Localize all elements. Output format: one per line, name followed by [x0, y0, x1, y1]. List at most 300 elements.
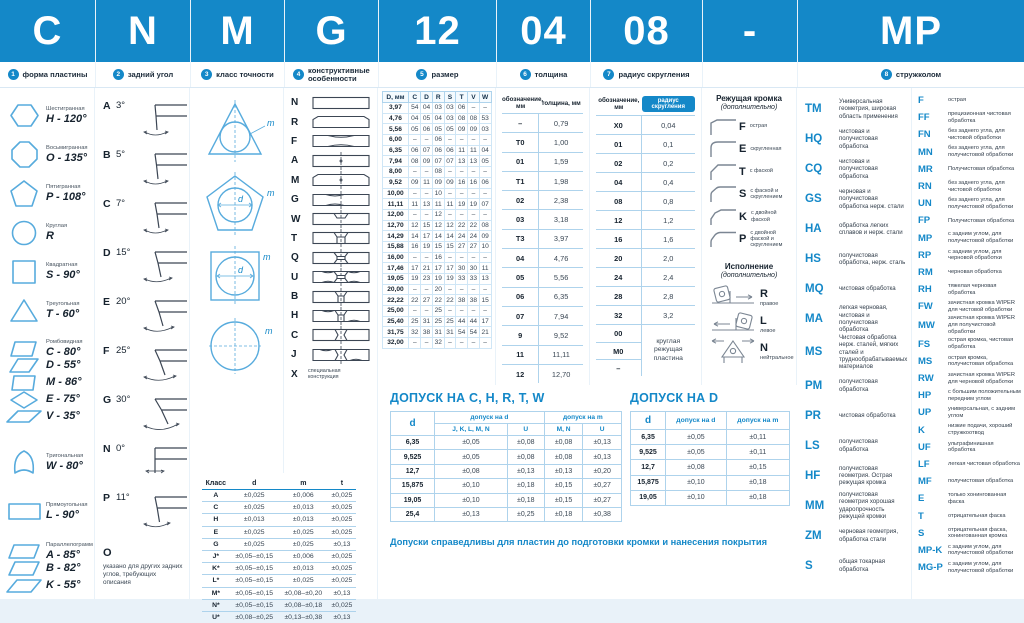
feature-row — [284, 209, 377, 228]
chipbreaker-code: FP — [918, 215, 931, 227]
chipbreaker-label: только хонингованная фаска — [948, 492, 1007, 505]
column-chipbreaker-1 — [797, 88, 911, 599]
feature-caption: специальная конструкция — [308, 367, 341, 381]
cell: 24 — [468, 231, 480, 242]
hand-code: R — [760, 288, 768, 301]
chipbreaker-code: FN — [918, 129, 931, 141]
table-row — [382, 145, 491, 156]
cell: 09 — [468, 124, 480, 135]
dim-d-label: d — [237, 194, 243, 204]
chipbreaker-code: MN — [918, 146, 933, 158]
cell: 12,70 — [551, 369, 571, 379]
table-row — [596, 267, 695, 286]
clearance-diagram-icon — [135, 100, 187, 142]
left-hand-icon — [710, 310, 756, 336]
chipbreaker-code: S — [918, 527, 925, 539]
cell: 08 — [596, 192, 642, 210]
cell: 00 — [614, 329, 623, 338]
shape-code: D - 55° — [46, 359, 81, 372]
cell: 33 — [468, 274, 480, 285]
cutting-edge-subtitle: (дополнительно) — [720, 103, 778, 111]
column-chipbreaker-2 — [912, 88, 1024, 599]
table-row — [596, 305, 695, 324]
column-header: допуск на d — [666, 412, 727, 430]
segment-code: MP — [880, 9, 942, 53]
chipbreaker-label: получистовая обработка — [839, 378, 878, 393]
hand-subtitle: (дополнительно) — [720, 271, 778, 279]
feature-row — [284, 229, 377, 248]
table-row — [382, 124, 491, 135]
shape-caption: Квадратная — [46, 262, 78, 269]
segment-code: M — [220, 9, 255, 53]
cell: 06 — [444, 145, 456, 156]
tolerance-d-table — [630, 411, 790, 506]
cell: ±0,13–±0,38 — [279, 611, 328, 623]
profile-plain-icon — [308, 94, 374, 112]
rhombus-icon — [8, 358, 40, 373]
feature-code: R — [291, 116, 299, 128]
cell: T1 — [502, 172, 539, 190]
shape-caption: Восьмигранная — [46, 145, 88, 152]
cell: 20,00 — [382, 284, 409, 295]
hand-row — [702, 337, 796, 364]
chipbreaker-label: Универсальная геометрия, широкая область применения — [839, 98, 898, 120]
label-text: радиус скругления — [618, 69, 690, 79]
column-header: D, мм — [382, 92, 409, 103]
clearance-angle: 15° — [116, 247, 131, 258]
chipbreaker-code: RP — [918, 249, 932, 261]
cell: 25 — [444, 316, 456, 327]
cell: 05 — [421, 113, 433, 124]
cell: 17 — [479, 316, 491, 327]
chipbreaker-label: чистовая и получистовая обработка — [839, 128, 878, 150]
number-badge: 1 — [8, 69, 19, 80]
clearance-code: O — [103, 547, 112, 559]
shape-code: L - 90° — [46, 508, 79, 521]
tolerance-footnote: Допуски справедливы для пластин до подготовки кромки и нанесения покрытия — [390, 537, 768, 547]
cell: – — [479, 103, 491, 114]
edge-label: скругленная — [750, 145, 782, 152]
table-row — [596, 191, 695, 210]
clearance-row — [95, 341, 189, 390]
header-row — [382, 92, 491, 103]
shape-row — [0, 543, 94, 560]
cell: 2,38 — [553, 195, 569, 205]
cell: 09 — [456, 124, 468, 135]
cell: 5,56 — [382, 124, 409, 135]
table-row — [502, 248, 583, 267]
precision-diagram-pentagon — [190, 172, 283, 238]
cell: 54 — [456, 327, 468, 338]
cell: 09 — [479, 231, 491, 242]
segment-chipbreaker — [798, 0, 1024, 62]
table-row — [382, 241, 491, 252]
dim-m-label: m — [264, 326, 272, 336]
clearance-angle: 25° — [116, 345, 131, 356]
segment-dash — [703, 0, 797, 62]
chipbreaker-code: MS — [805, 346, 823, 359]
cell: ±0,013 — [279, 563, 328, 575]
cell: 12 — [432, 209, 444, 220]
feature-row — [284, 268, 377, 287]
cell: 6,35 — [391, 436, 435, 450]
cell: K* — [202, 563, 230, 575]
table-row — [382, 103, 491, 114]
clearance-angle: 7° — [116, 198, 126, 209]
chipbreaker-item — [912, 264, 1024, 281]
cell: 17 — [432, 263, 444, 274]
cell: ±0,15 — [726, 460, 789, 475]
shape-row — [0, 374, 94, 391]
table-row — [202, 587, 356, 599]
cell: 04 — [502, 249, 539, 267]
chipbreaker-label: легкая черновая, чистовая и получистовая обработка — [839, 304, 888, 334]
cell: 23 — [421, 274, 433, 285]
cell: – — [479, 135, 491, 146]
cell: 24 — [596, 268, 642, 286]
cell: 19 — [468, 199, 480, 210]
cell: 0,4 — [663, 177, 674, 187]
square-icon — [8, 259, 40, 285]
column-header: d — [230, 478, 279, 490]
cell: 11 — [468, 145, 480, 156]
chipbreaker-item — [912, 126, 1024, 143]
chipbreaker-item — [797, 431, 911, 461]
cell: 8,00 — [382, 167, 409, 178]
dim-m-label: m — [262, 252, 270, 262]
cell: 11 — [502, 346, 539, 364]
edge-label: с фаской и скруглением — [750, 187, 783, 201]
number-badge: 6 — [520, 69, 531, 80]
feature-code: J — [291, 349, 297, 361]
column-header: D — [421, 92, 433, 103]
segment-clearance — [96, 0, 190, 62]
cell: – — [468, 209, 480, 220]
label-dash — [703, 62, 797, 87]
cell: ±0,05–±0,15 — [230, 563, 279, 575]
table-row — [382, 284, 491, 295]
chipbreaker-item — [912, 525, 1024, 542]
chipbreaker-item — [797, 184, 911, 214]
table-row — [202, 563, 356, 575]
table-row — [502, 132, 583, 151]
cell: 7,94 — [382, 156, 409, 167]
column-group-header: допуск на m — [544, 412, 621, 424]
number-badge: 4 — [293, 69, 304, 80]
edge-row — [702, 228, 796, 251]
cell: – — [444, 284, 456, 295]
cell: – — [456, 306, 468, 317]
chipbreaker-label: получистовая обработка — [839, 438, 878, 453]
label-size — [379, 62, 496, 87]
table-row — [382, 156, 491, 167]
shape-row — [0, 291, 94, 330]
chipbreaker-code: HP — [918, 390, 932, 402]
table-row — [502, 345, 583, 364]
chipbreaker-item — [797, 94, 911, 124]
cell: 22 — [444, 295, 456, 306]
cell: 2,0 — [663, 253, 674, 263]
cell: 5,56 — [553, 273, 569, 283]
edge-honed-icon — [707, 139, 737, 159]
cell: 9,52 — [553, 330, 569, 340]
cell: 07 — [502, 307, 539, 325]
cell: ±0,006 — [279, 490, 328, 502]
clearance-diagram-icon — [135, 492, 187, 534]
chipbreaker-item — [797, 401, 911, 431]
cell: ±0,08–±0,25 — [230, 611, 279, 623]
clearance-code: B — [103, 149, 111, 161]
cell: – — [456, 284, 468, 295]
table-row — [382, 209, 491, 220]
chipbreaker-code: MS — [918, 355, 933, 367]
cell: 19 — [432, 274, 444, 285]
cell: 06 — [479, 177, 491, 188]
cell: 27 — [468, 241, 480, 252]
cell: 03 — [502, 210, 539, 228]
cell: 1,00 — [553, 137, 569, 147]
label-chipbreaker — [798, 62, 1024, 87]
feature-code: W — [291, 213, 301, 225]
chipbreaker-item — [912, 144, 1024, 161]
chipbreaker-code: MF — [918, 476, 932, 488]
cell: – — [456, 188, 468, 199]
table-row — [382, 338, 491, 349]
chipbreaker-label: острая кромка, получистовая обработка — [948, 354, 1014, 368]
chipbreaker-code: PR — [805, 409, 821, 422]
table-row — [202, 575, 356, 587]
header-row — [502, 96, 583, 113]
feature-row — [284, 248, 377, 267]
cell: – — [444, 209, 456, 220]
clearance-code: G — [103, 394, 112, 406]
feature-row — [284, 345, 377, 364]
cell: ±0,13 — [328, 538, 356, 550]
cell: 31 — [421, 316, 433, 327]
chipbreaker-item — [912, 315, 1024, 335]
cell: 05 — [444, 124, 456, 135]
label-text: стружколом — [895, 69, 942, 79]
table-row — [382, 220, 491, 231]
cell: 38 — [421, 327, 433, 338]
chipbreaker-label: общая токарная обработка — [839, 558, 886, 573]
table-row — [382, 177, 491, 188]
chipbreaker-item — [912, 439, 1024, 456]
chipbreaker-code: HS — [805, 253, 821, 265]
cell: 19 — [456, 199, 468, 210]
shape-row — [0, 560, 94, 577]
edge-row — [702, 115, 796, 138]
cell: 25 — [409, 316, 421, 327]
table-row — [502, 287, 583, 306]
dim-d-label: d — [237, 265, 243, 275]
cell: ±0,08 — [435, 464, 508, 478]
cell: C — [202, 502, 230, 514]
cell: – — [596, 359, 641, 376]
cell: ±0,18 — [726, 490, 789, 505]
clearance-note: указано для других задних углов, требующих описания — [103, 563, 183, 586]
number-badge: 2 — [113, 69, 124, 80]
table-row — [382, 113, 491, 124]
cell: ±0,013 — [279, 514, 328, 526]
edge-row — [702, 160, 796, 183]
cell: 19 — [444, 274, 456, 285]
table-row — [391, 493, 622, 507]
chipbreaker-code: MP-K — [918, 544, 943, 556]
cell: ±0,025 — [230, 502, 279, 514]
cell: 15 — [444, 241, 456, 252]
shape-row — [0, 391, 94, 408]
shape-code: S - 90° — [46, 268, 80, 281]
parallelogram-icon — [8, 544, 40, 559]
shape-code: P - 108° — [46, 190, 86, 203]
profile-countersink-icon — [308, 210, 374, 228]
cell: – — [502, 114, 539, 132]
feature-code: G — [291, 194, 299, 206]
chipbreaker-code: F — [918, 95, 924, 107]
chipbreaker-item — [912, 247, 1024, 264]
cell: ±0,025 — [230, 490, 279, 502]
column-clearance — [95, 88, 189, 599]
cell: ±0,15 — [544, 493, 583, 507]
shape-caption: Шестигранная — [46, 106, 85, 113]
cell: 1,6 — [663, 234, 674, 244]
shape-row — [0, 408, 94, 425]
label-text: размер — [431, 69, 459, 79]
cell: 02 — [596, 154, 642, 172]
cell: ±0,05–±0,15 — [230, 587, 279, 599]
feature-row — [284, 326, 377, 345]
chipbreaker-label: острая кромка, чистовая обработка — [948, 337, 1014, 351]
cell: 31 — [444, 327, 456, 338]
chipbreaker-label: с задним углом, для черновой обработки — [948, 248, 1002, 262]
label-text: толщина — [534, 69, 568, 79]
chipbreaker-item — [912, 230, 1024, 247]
segment-shape — [0, 0, 95, 62]
segment-features — [285, 0, 378, 62]
chipbreaker-label: получистовая геометрия хорошая ударопрочность режущей кромки — [839, 490, 895, 520]
cell: 19,05 — [382, 274, 409, 285]
feature-code: F — [291, 135, 298, 147]
cell: 20 — [432, 284, 444, 295]
table-row — [382, 199, 491, 210]
cell: 22 — [432, 295, 444, 306]
cell: ±0,13 — [544, 464, 583, 478]
clearance-row — [95, 488, 189, 537]
column-shape — [0, 88, 94, 599]
cell: 15,875 — [631, 475, 666, 490]
chipbreaker-code: UF — [918, 441, 931, 453]
shape-code: M - 86° — [46, 376, 82, 389]
cell: 09 — [432, 177, 444, 188]
cell: ±0,006 — [279, 550, 328, 562]
chipbreaker-label: легкая чистовая обработка — [948, 461, 1020, 468]
table-row — [596, 210, 695, 229]
cell: 06 — [502, 288, 539, 306]
clearance-code: D — [103, 247, 111, 259]
chipbreaker-code: MR — [918, 163, 933, 175]
rhombus-icon — [8, 341, 40, 357]
cell: 19 — [421, 241, 433, 252]
cell: – — [456, 135, 468, 146]
cell: 53 — [479, 113, 491, 124]
profile-countersink-wave-icon — [308, 307, 374, 325]
cell: 0,2 — [663, 158, 674, 168]
segment-thickness — [497, 0, 590, 62]
cell: 1,98 — [553, 176, 569, 186]
cell: – — [421, 188, 433, 199]
table-row — [596, 172, 695, 191]
cell: – — [409, 167, 421, 178]
cell: X0 — [596, 116, 642, 134]
chipbreaker-label: черновая геометрия, обработка стали — [839, 528, 899, 543]
cell: ±0,13 — [435, 507, 508, 521]
label-shape — [0, 62, 95, 87]
label-text: задний угол — [127, 69, 174, 79]
circle-icon — [8, 220, 40, 246]
chipbreaker-item — [912, 404, 1024, 421]
cell: – — [444, 167, 456, 178]
cell: 08 — [432, 167, 444, 178]
chipbreaker-code: FW — [918, 301, 933, 313]
cell: – — [479, 209, 491, 220]
table-row — [202, 490, 356, 502]
table-row — [382, 316, 491, 327]
cell: 25 — [432, 306, 444, 317]
chipbreaker-label: Чистовая обработка нерж. сталей, мягких сталей и труднообрабатываемых материалов — [839, 334, 908, 371]
table-row — [391, 464, 622, 478]
segment-code: - — [742, 9, 758, 53]
cell: 3,97 — [553, 234, 569, 244]
shape-caption: Треугольная — [46, 301, 80, 308]
chipbreaker-code: UN — [918, 198, 932, 210]
cell: 0,79 — [553, 118, 569, 128]
cell: 15 — [421, 220, 433, 231]
cell: ±0,08 — [666, 460, 727, 475]
cell: 19,05 — [631, 490, 666, 505]
feature-row — [284, 112, 377, 131]
shape-caption: Ромбовидная — [46, 339, 83, 346]
table-row — [631, 460, 790, 475]
clearance-angle: 30° — [116, 394, 131, 405]
header-row — [391, 412, 622, 424]
dim-m-label: m — [266, 188, 274, 198]
cell: 30 — [468, 263, 480, 274]
shape-code: O - 135° — [46, 151, 88, 164]
cell: – — [468, 284, 480, 295]
cell: 10 — [479, 241, 491, 252]
cell: ±0,38 — [583, 507, 622, 521]
table-row — [502, 209, 583, 228]
hand-row — [702, 283, 796, 310]
cell: 12 — [432, 220, 444, 231]
cell: 12 — [444, 220, 456, 231]
designation-header — [0, 0, 1024, 62]
cell: – — [421, 167, 433, 178]
segment-radius — [591, 0, 702, 62]
cell: ±0,05–±0,15 — [230, 550, 279, 562]
cell: ±0,11 — [726, 445, 789, 460]
edge-code: S — [739, 188, 747, 201]
chipbreaker-code: E — [918, 493, 925, 505]
column-header: U — [583, 424, 622, 436]
cell: 9,52 — [382, 177, 409, 188]
clearance-diagram-icon — [135, 296, 187, 338]
cell: ±0,013 — [230, 514, 279, 526]
cell: ±0,05–±0,15 — [230, 599, 279, 611]
cell: ±0,13 — [583, 436, 622, 450]
chipbreaker-item — [797, 244, 911, 274]
